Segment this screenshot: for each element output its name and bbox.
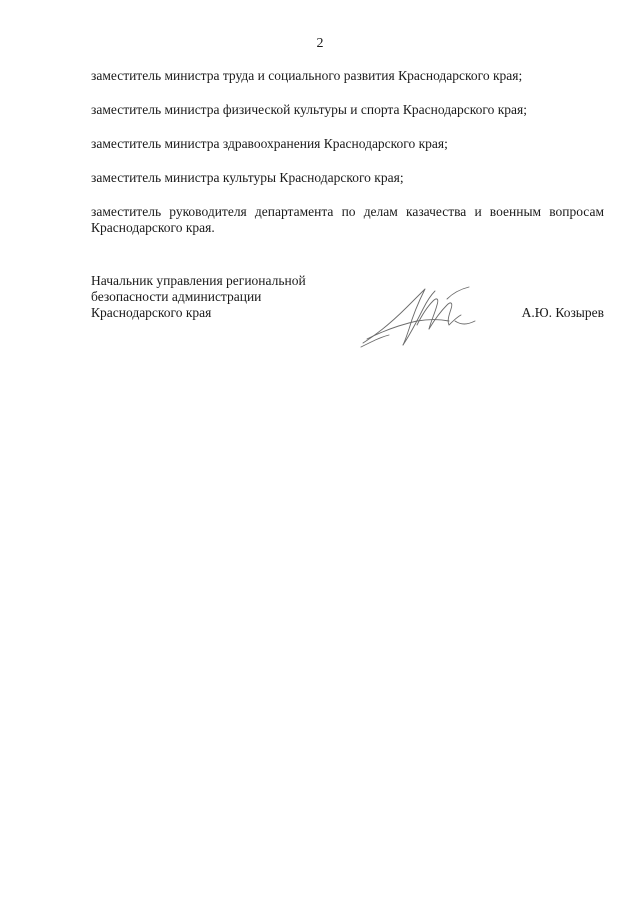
list-of-officials [91,68,604,254]
page-number: 2 [316,36,324,51]
position-line: Краснодарского края [91,305,212,320]
signature-block [91,273,604,363]
position-line: безопасности администрации [91,289,262,304]
signatory-name: А.Ю. Козырев [521,305,604,320]
list-item: заместитель министра здравоохранения Краснодарского края; [91,136,448,151]
list-item: заместитель министра труда и социального развития Краснодарского края; [91,68,523,83]
list-item: заместитель министра физической культуры и спорта Краснодарского края; [91,102,528,117]
handwritten-signature-icon [359,281,489,351]
list-item: заместитель руководителя департамента по делам казачества и военным вопросам Краснодарского края. [91,204,604,235]
position-line: Начальник управления региональной [91,273,306,288]
signatory-position [91,273,351,321]
list-item: заместитель министра культуры Краснодарского края; [91,170,404,185]
